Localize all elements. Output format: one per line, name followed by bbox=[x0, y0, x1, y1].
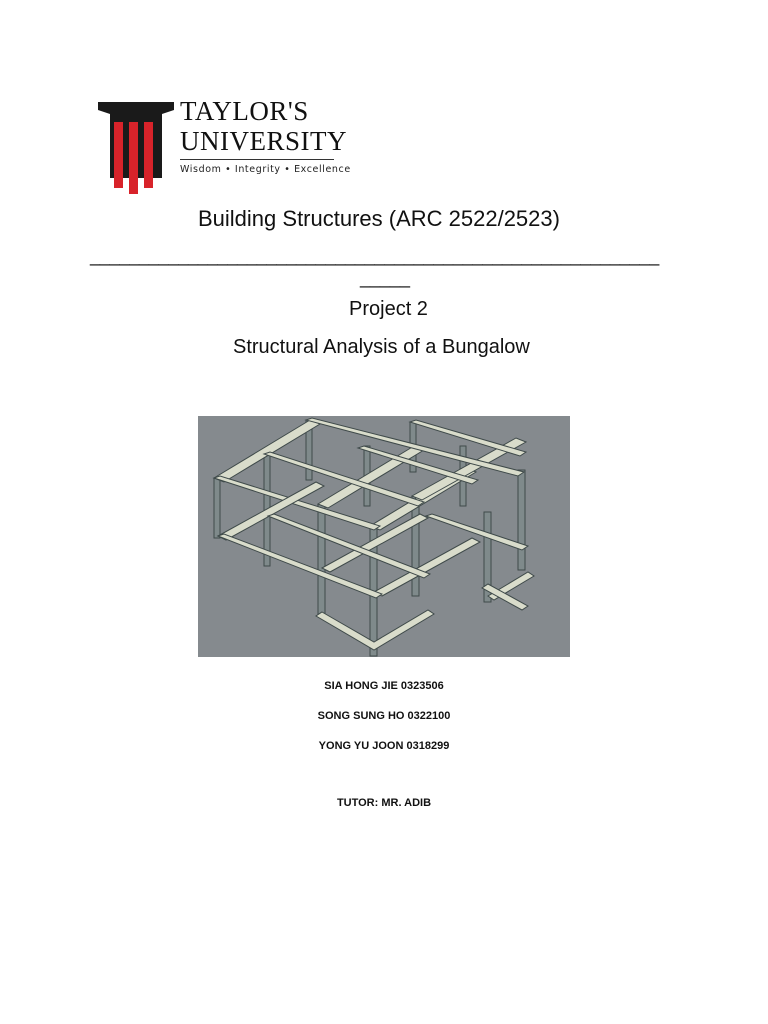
separator-line: __________________________________________________________ bbox=[90, 246, 660, 266]
member-3: YONG YU JOON 0318299 bbox=[318, 740, 450, 752]
logo-wordmark bbox=[180, 96, 351, 175]
logo-divider bbox=[180, 159, 334, 160]
university-name-line1: TAYLOR'S bbox=[180, 96, 309, 126]
course-title: Building Structures (ARC 2522/2523) bbox=[198, 206, 560, 231]
university-motto: Wisdom • Integrity • Excellence bbox=[180, 164, 351, 175]
university-name-line2: UNIVERSITY bbox=[180, 126, 347, 156]
tutor: TUTOR: MR. ADIB bbox=[336, 797, 432, 809]
structural-frame-model bbox=[198, 416, 570, 657]
cover-image bbox=[198, 416, 570, 657]
project-title: Structural Analysis of a Bungalow bbox=[233, 336, 530, 358]
project-number: Project 2 bbox=[349, 298, 428, 320]
member-2: SONG SUNG HO 0322100 bbox=[317, 710, 451, 722]
member-1: SIA HONG JIE 0323506 bbox=[324, 680, 444, 692]
separator-line-continued: _____ bbox=[360, 268, 411, 288]
